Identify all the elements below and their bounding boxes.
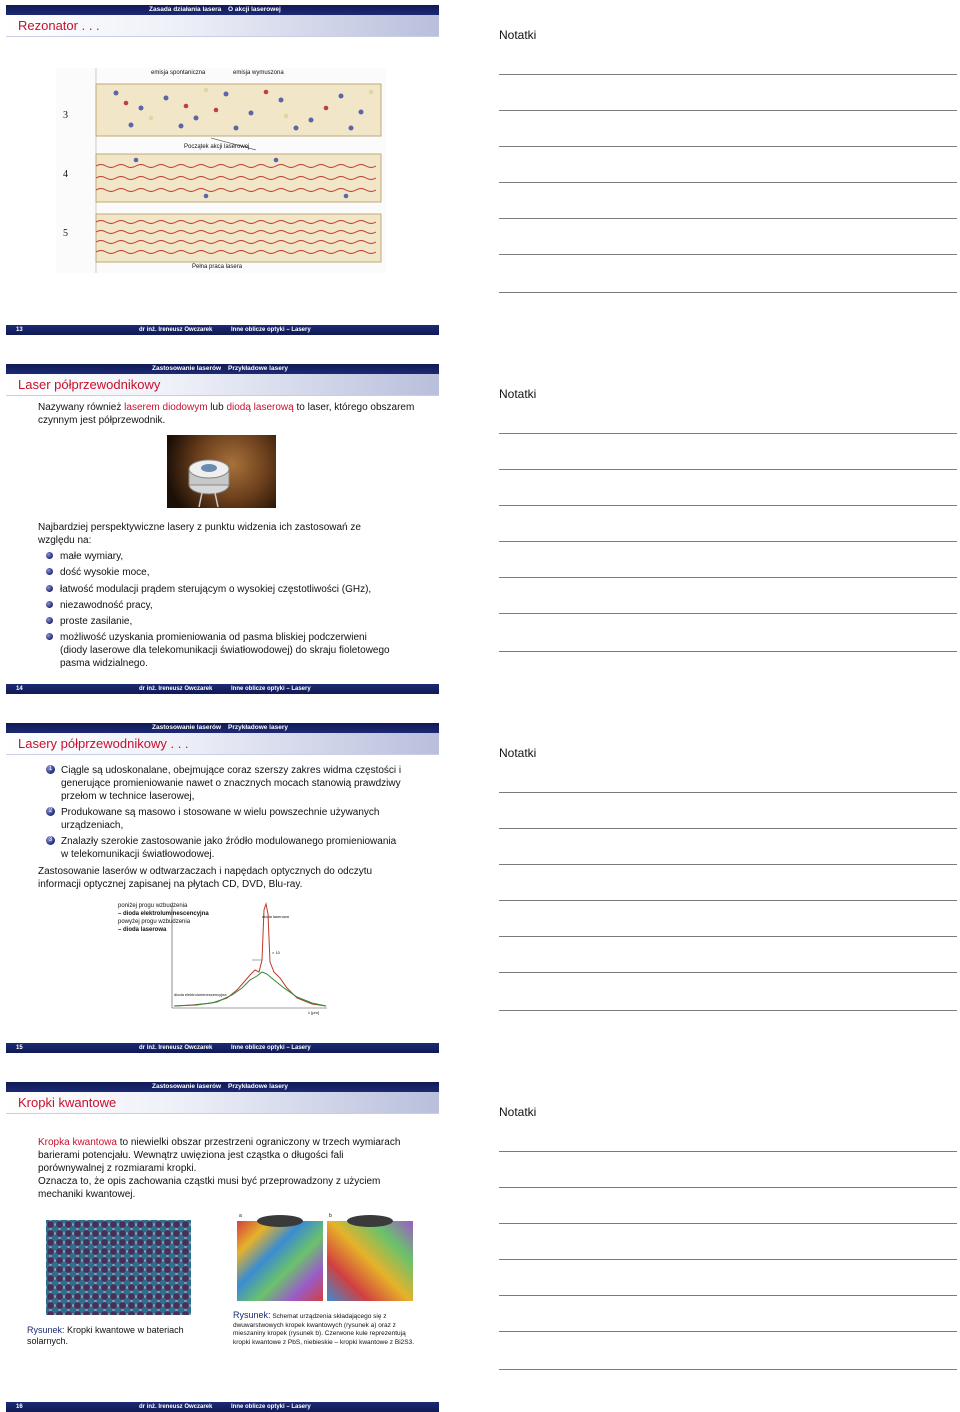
quantum-dots-device-image bbox=[235, 1213, 415, 1303]
definition-paragraph bbox=[38, 1136, 408, 1175]
bullet-text: małe wymiary, bbox=[60, 551, 124, 562]
note-line bbox=[499, 1151, 957, 1152]
note-line bbox=[499, 651, 957, 652]
slide-14 bbox=[6, 364, 439, 694]
footer-author: dr inż. Ireneusz Owczarek bbox=[139, 1404, 213, 1410]
page-number: 15 bbox=[16, 1045, 23, 1051]
row-number-4: 4 bbox=[63, 169, 68, 180]
number-badge: 2 bbox=[46, 807, 55, 816]
slide-title: Rezonator . . . bbox=[18, 18, 100, 33]
definition-text: to niewielki obszar przestrzeni ograniczony w trzech wymiarach barierami potencjału. Wewnątrz uwięziona jest cząstka o długości fali porównywalnej z rozmiarami kropki. bbox=[38, 1137, 401, 1174]
note-line bbox=[499, 1259, 957, 1260]
label-spontaneous-emission: emisja spontaniczna bbox=[151, 70, 206, 76]
slide-footer bbox=[6, 1043, 439, 1053]
figure-caption-device bbox=[233, 1311, 418, 1347]
note-line bbox=[499, 613, 957, 614]
legend-item: – dioda elektroluminescencyjna bbox=[118, 911, 209, 917]
footer-author: dr inż. Ireneusz Owczarek bbox=[139, 327, 213, 333]
slide-16 bbox=[6, 1082, 439, 1412]
note-line bbox=[499, 972, 957, 973]
caption-label: Rysunek: bbox=[233, 1310, 271, 1320]
note-line bbox=[499, 146, 957, 147]
slide-15 bbox=[6, 723, 439, 1053]
notes-label: Notatki bbox=[499, 1105, 537, 1119]
chart-label-led: dioda elektroluminescencyjna bbox=[174, 992, 227, 997]
notes-label: Notatki bbox=[499, 387, 537, 401]
number-badge: 1 bbox=[46, 765, 55, 774]
term-laser-diodowy: laserem diodowym bbox=[124, 402, 208, 413]
notes-section bbox=[499, 1105, 957, 1375]
nav-section-2[interactable]: Przykładowe lasery bbox=[228, 365, 288, 372]
notes-section bbox=[499, 746, 957, 1016]
electrode-b bbox=[347, 1215, 393, 1227]
notes-section bbox=[499, 387, 957, 657]
footer-author: dr inż. Ireneusz Owczarek bbox=[139, 686, 213, 692]
numbered-item: Ciągle są udoskonalane, obejmujące coraz szerszy zakres widma częstości i generujące promieniowanie nawet o znacznych mocach stanowią prawdziwy przełom w technice laserowej, bbox=[61, 765, 402, 802]
nav-section-1[interactable]: Zastosowanie laserów bbox=[152, 1083, 221, 1090]
nav-section-1[interactable]: Zastosowanie laserów bbox=[152, 724, 221, 731]
panel-b-label: b bbox=[329, 1213, 332, 1219]
caption-label: Rysunek: bbox=[27, 1325, 65, 1335]
slide-nav-bar bbox=[6, 5, 439, 15]
intro-text: Nazywany również bbox=[38, 402, 125, 413]
footer-course: Inne oblicze optyki – Lasery bbox=[231, 686, 311, 692]
note-line bbox=[499, 541, 957, 542]
label-stimulated-emission: emisja wymuszona bbox=[233, 70, 284, 76]
panel-a bbox=[237, 1221, 323, 1301]
quantum-dots-solar-image bbox=[46, 1220, 191, 1315]
bullet-icon bbox=[46, 617, 53, 624]
notes-label: Notatki bbox=[499, 746, 537, 760]
note-line bbox=[499, 182, 957, 183]
chart-label-laser: dioda laserowa bbox=[262, 914, 289, 919]
nav-section-2[interactable]: Przykładowe lasery bbox=[228, 724, 288, 731]
bullet-text: proste zasilanie, bbox=[60, 616, 133, 627]
note-line bbox=[499, 505, 957, 506]
numbered-item: Znalazły szerokie zastosowanie jako źródło modulowanego promieniowania w telekomunikacji światłowodowej. bbox=[61, 836, 397, 860]
notes-section bbox=[499, 28, 957, 298]
note-line bbox=[499, 74, 957, 75]
page-number: 13 bbox=[16, 327, 23, 333]
electrode-a bbox=[257, 1215, 303, 1227]
footer-course: Inne oblicze optyki – Lasery bbox=[231, 1045, 311, 1051]
slide-nav-bar bbox=[6, 723, 439, 733]
slide-footer bbox=[6, 1402, 439, 1412]
bullet-text: niezawodność pracy, bbox=[60, 600, 153, 611]
bullet-icon bbox=[46, 552, 53, 559]
footer-course: Inne oblicze optyki – Lasery bbox=[231, 327, 311, 333]
panel-b bbox=[327, 1221, 413, 1301]
intro-paragraph bbox=[38, 401, 418, 427]
numbered-item: Produkowane są masowo i stosowane w wielu powszechnie używanych urządzeniach, bbox=[61, 807, 380, 831]
row-number-3: 3 bbox=[63, 110, 68, 121]
legend-item: poniżej progu wzbudzenia bbox=[118, 903, 188, 909]
note-line bbox=[499, 254, 957, 255]
caption-text: Schemat urządzenia składającego się z dwuwarstwowych kropek kwantowych (rysunek a) oraz z mieszaniny kropek (rysunek b). Czerwone kule reprezentują kropki kwantowe z PbS, niebieskie – kropki kwantowe z Bi2S3. bbox=[233, 1313, 415, 1346]
legend-item: powyżej progu wzbudzenia bbox=[118, 919, 191, 925]
note-line bbox=[499, 469, 957, 470]
chart-axis-label: λ [μm] bbox=[308, 1010, 319, 1015]
nav-section-1[interactable]: Zastosowanie laserów bbox=[152, 365, 221, 372]
slide-footer bbox=[6, 325, 439, 335]
spectrum-chart bbox=[112, 900, 331, 1022]
nav-section-2[interactable]: O akcji laserowej bbox=[228, 6, 281, 13]
panel-a-label: a bbox=[239, 1213, 242, 1219]
bullet-icon bbox=[46, 633, 53, 640]
slide-title-bar bbox=[6, 374, 439, 396]
note-line bbox=[499, 792, 957, 793]
mechanics-paragraph: Oznacza to, że opis zachowania cząstki musi być przeprowadzony z użyciem mechaniki kwantowej. bbox=[38, 1176, 381, 1200]
note-line bbox=[499, 1369, 957, 1370]
slide-title-bar bbox=[6, 15, 439, 37]
resonator-diagram bbox=[56, 68, 386, 273]
number-badge: 3 bbox=[46, 836, 55, 845]
note-line bbox=[499, 110, 957, 111]
figure-caption-solar bbox=[27, 1325, 202, 1347]
slide-title-bar bbox=[6, 1092, 439, 1114]
slide-title-bar bbox=[6, 733, 439, 755]
bullet-icon bbox=[46, 585, 53, 592]
note-line bbox=[499, 936, 957, 937]
caption-text: Kropki kwantowe w bateriach solarnych. bbox=[27, 1325, 184, 1346]
note-line bbox=[499, 1187, 957, 1188]
note-line bbox=[499, 1331, 957, 1332]
chart-label-scale: × 10 bbox=[272, 950, 280, 955]
note-line bbox=[499, 292, 957, 293]
note-line bbox=[499, 828, 957, 829]
intro-text: to laser, którego obszarem czynnym jest półprzewodnik. bbox=[38, 402, 415, 426]
bullet-text: łatwość modulacji prądem sterującym o wysokiej częstotliwości (GHz), bbox=[60, 584, 372, 595]
slide-nav-bar bbox=[6, 1082, 439, 1092]
page-number: 14 bbox=[16, 686, 23, 692]
slide-nav-bar bbox=[6, 364, 439, 374]
caption-laser-start: Początek akcji laserowej bbox=[184, 144, 250, 150]
chart-legend bbox=[118, 902, 228, 934]
row-number-5: 5 bbox=[63, 228, 68, 239]
nav-section-2[interactable]: Przykładowe lasery bbox=[228, 1083, 288, 1090]
bullet-icon bbox=[46, 568, 53, 575]
note-line bbox=[499, 218, 957, 219]
note-line bbox=[499, 864, 957, 865]
footer-author: dr inż. Ireneusz Owczarek bbox=[139, 1045, 213, 1051]
term-quantum-dot: Kropka kwantowa bbox=[38, 1137, 117, 1148]
note-line bbox=[499, 900, 957, 901]
lead-paragraph: Najbardziej perspektywiczne lasery z punktu widzenia ich zastosowań ze względu na: bbox=[38, 522, 361, 546]
laser-diode-photo bbox=[167, 435, 276, 508]
notes-label: Notatki bbox=[499, 28, 537, 42]
nav-section-1[interactable]: Zasada działania lasera bbox=[149, 6, 222, 13]
slide-title: Lasery półprzewodnikowy . . . bbox=[18, 736, 189, 751]
slide-title: Kropki kwantowe bbox=[18, 1095, 117, 1110]
note-line bbox=[499, 1223, 957, 1224]
bullet-text: dość wysokie moce, bbox=[60, 567, 150, 578]
bullet-text: możliwość uzyskania promieniowania od pasma bliskiej podczerwieni (diody laserowe dla telekomunikacji światłowodowej) do skraju fioletowego pasma widzialnego. bbox=[60, 632, 390, 669]
note-line bbox=[499, 433, 957, 434]
slide-13 bbox=[6, 5, 439, 335]
note-line bbox=[499, 1295, 957, 1296]
laser-diode-icon bbox=[167, 435, 276, 508]
slide-footer bbox=[6, 684, 439, 694]
note-line bbox=[499, 577, 957, 578]
resonator-figure bbox=[56, 68, 386, 273]
term-dioda-laserowa: diodą laserową bbox=[226, 402, 294, 413]
caption-full-operation: Pełna praca lasera bbox=[192, 264, 243, 270]
footer-course: Inne oblicze optyki – Lasery bbox=[231, 1404, 311, 1410]
applications-paragraph: Zastosowanie laserów w odtwarzaczach i napędach optycznych do odczytu informacji optycznej zapisanej na płytach CD, DVD, Blu-ray. bbox=[38, 866, 373, 890]
note-line bbox=[499, 1010, 957, 1011]
bullet-icon bbox=[46, 601, 53, 608]
intro-text: lub bbox=[207, 402, 227, 413]
legend-item: – dioda laserowa bbox=[118, 927, 167, 933]
slide-title: Laser półprzewodnikowy bbox=[18, 377, 161, 392]
page-number: 16 bbox=[16, 1404, 23, 1410]
